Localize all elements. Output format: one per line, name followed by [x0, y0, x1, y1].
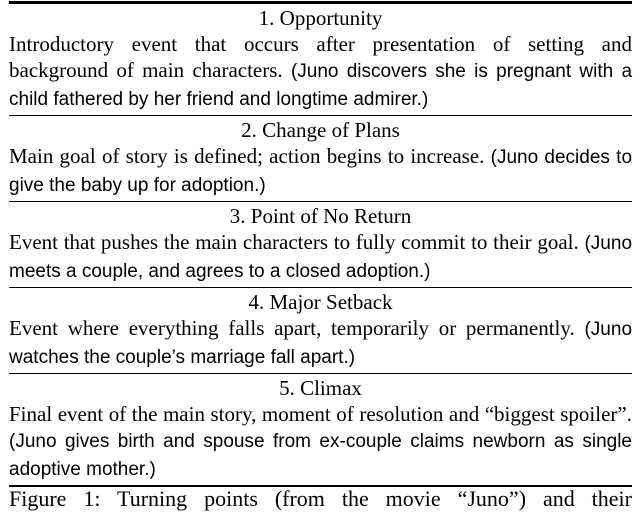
turning-point-text [9, 229, 632, 285]
section-climax [9, 374, 632, 485]
figure-caption: Figure 1: Turning points (from the movie “Juno”) and their [9, 486, 632, 511]
section-major-setback [9, 288, 632, 374]
turning-point-definition: Event that pushes the main characters to fully commit to their goal. [9, 230, 579, 254]
turning-point-text [9, 401, 632, 483]
turning-point-example: (Juno meets a couple, and agrees to a closed adoption.) [9, 233, 633, 282]
turning-point-definition: Main goal of story is defined; action begins to increase. [9, 144, 485, 168]
section-change-of-plans [9, 116, 632, 202]
turning-point-title: 2. Change of Plans [241, 118, 400, 142]
section-point-of-no-return [9, 202, 632, 288]
turning-point-example: (Juno discovers she is pregnant with a child fathered by her friend and longtime admirer.) [9, 61, 633, 110]
turning-point-example: (Juno decides to give the baby up for adoption.) [9, 147, 633, 196]
turning-point-definition: Introductory event that occurs after presentation of setting and background of main characters. [9, 32, 632, 82]
turning-point-text [9, 31, 632, 113]
turning-point-title: 4. Major Setback [248, 290, 393, 314]
section-opportunity [9, 4, 632, 116]
turning-point-title: 1. Opportunity [258, 6, 383, 30]
turning-point-title: 5. Climax [279, 376, 362, 400]
figure-1 [9, 1, 632, 487]
turning-point-example: (Juno gives birth and spouse from ex-couple claims newborn as single adoptive mother.) [9, 431, 632, 480]
turning-point-title: 3. Point of No Return [229, 204, 412, 228]
turning-points-table [9, 1, 632, 487]
turning-point-text [9, 143, 632, 199]
turning-point-definition: Final event of the main story, moment of resolution and “biggest spoiler”. [9, 402, 632, 426]
turning-point-text [9, 315, 632, 371]
turning-point-example: (Juno watches the couple’s marriage fall apart.) [9, 319, 633, 368]
turning-point-definition: Event where everything falls apart, temporarily or permanently. [9, 316, 575, 340]
